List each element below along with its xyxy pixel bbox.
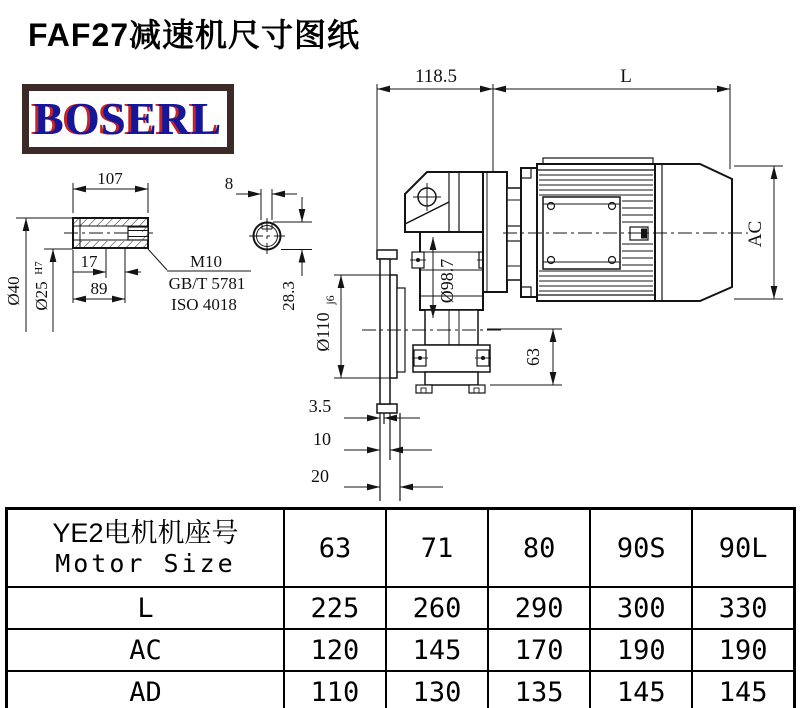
dim-front-length: 118.5 [414,66,458,87]
label-standard-gbt: GB/T 5781 [168,274,246,293]
dim-plate-thickness: 10 [313,429,331,449]
cell-AC-80: 170 [488,629,590,671]
spec-table [5,507,796,708]
dim-shaft-key-length: 17 [80,252,98,271]
cell-L-90s: 300 [590,587,692,629]
reducer-motor-side-view [309,66,783,501]
cell-L-71: 260 [386,587,488,629]
dim-spigot-step: 3.5 [308,396,332,416]
label-thread-spec: M10 [189,252,223,271]
dim-hub-depth: 20 [311,466,329,486]
table-row [7,671,795,708]
shaft-side-view [4,169,251,332]
row-label-L: L [7,587,284,629]
cell-AD-71: 130 [386,671,488,708]
col-header-90l: 90L [692,509,794,588]
dim-key-width: 8 [224,174,234,193]
motor-size-header-en: Motor Size [55,549,236,579]
cell-L-80: 290 [488,587,590,629]
page-title: FAF27减速机尺寸图纸 [28,17,361,53]
dim-flange-tolerance: j6 [323,295,337,305]
cell-AD-63: 110 [284,671,386,708]
row-label-AC: AC [7,629,284,671]
row-label-AD: AD [7,671,284,708]
dim-motor-length: L [620,66,632,87]
table-row [7,587,795,629]
col-header-90s: 90S [590,509,692,588]
cell-AC-71: 145 [386,629,488,671]
dim-motor-diameter: AC [745,220,766,248]
cell-AC-63: 120 [284,629,386,671]
cell-AD-90s: 145 [590,671,692,708]
dim-shaft-bore-tolerance: H7 [33,261,45,275]
col-header-63: 63 [284,509,386,588]
brand-logo-text: BOSERL [33,93,223,144]
dim-axis-height: 63 [523,348,543,366]
cell-L-90l: 330 [692,587,794,629]
dim-key-height: 28.3 [279,281,298,311]
dim-shaft-outer-diameter: Ø40 [4,276,23,306]
col-header-80: 80 [488,509,590,588]
label-standard-iso: ISO 4018 [171,295,237,314]
col-header-71: 71 [386,509,488,588]
table-header-row [7,509,795,588]
cell-AC-90l: 190 [692,629,794,671]
cell-AD-90l: 145 [692,671,794,708]
dim-shaft-bore-diameter: Ø25 [32,281,51,311]
motor-size-header-cell [7,509,284,588]
dim-center-diameter: Ø98.7 [437,258,457,304]
table-row [7,629,795,671]
dim-flange-diameter: Ø110 [313,312,333,352]
cell-AC-90s: 190 [590,629,692,671]
dim-shaft-thread-length: 89 [90,279,108,298]
cell-AD-80: 135 [488,671,590,708]
cell-L-63: 225 [284,587,386,629]
dim-shaft-total-length: 107 [97,169,123,188]
motor-size-header-cn: YE2电机机座号 [52,517,239,548]
